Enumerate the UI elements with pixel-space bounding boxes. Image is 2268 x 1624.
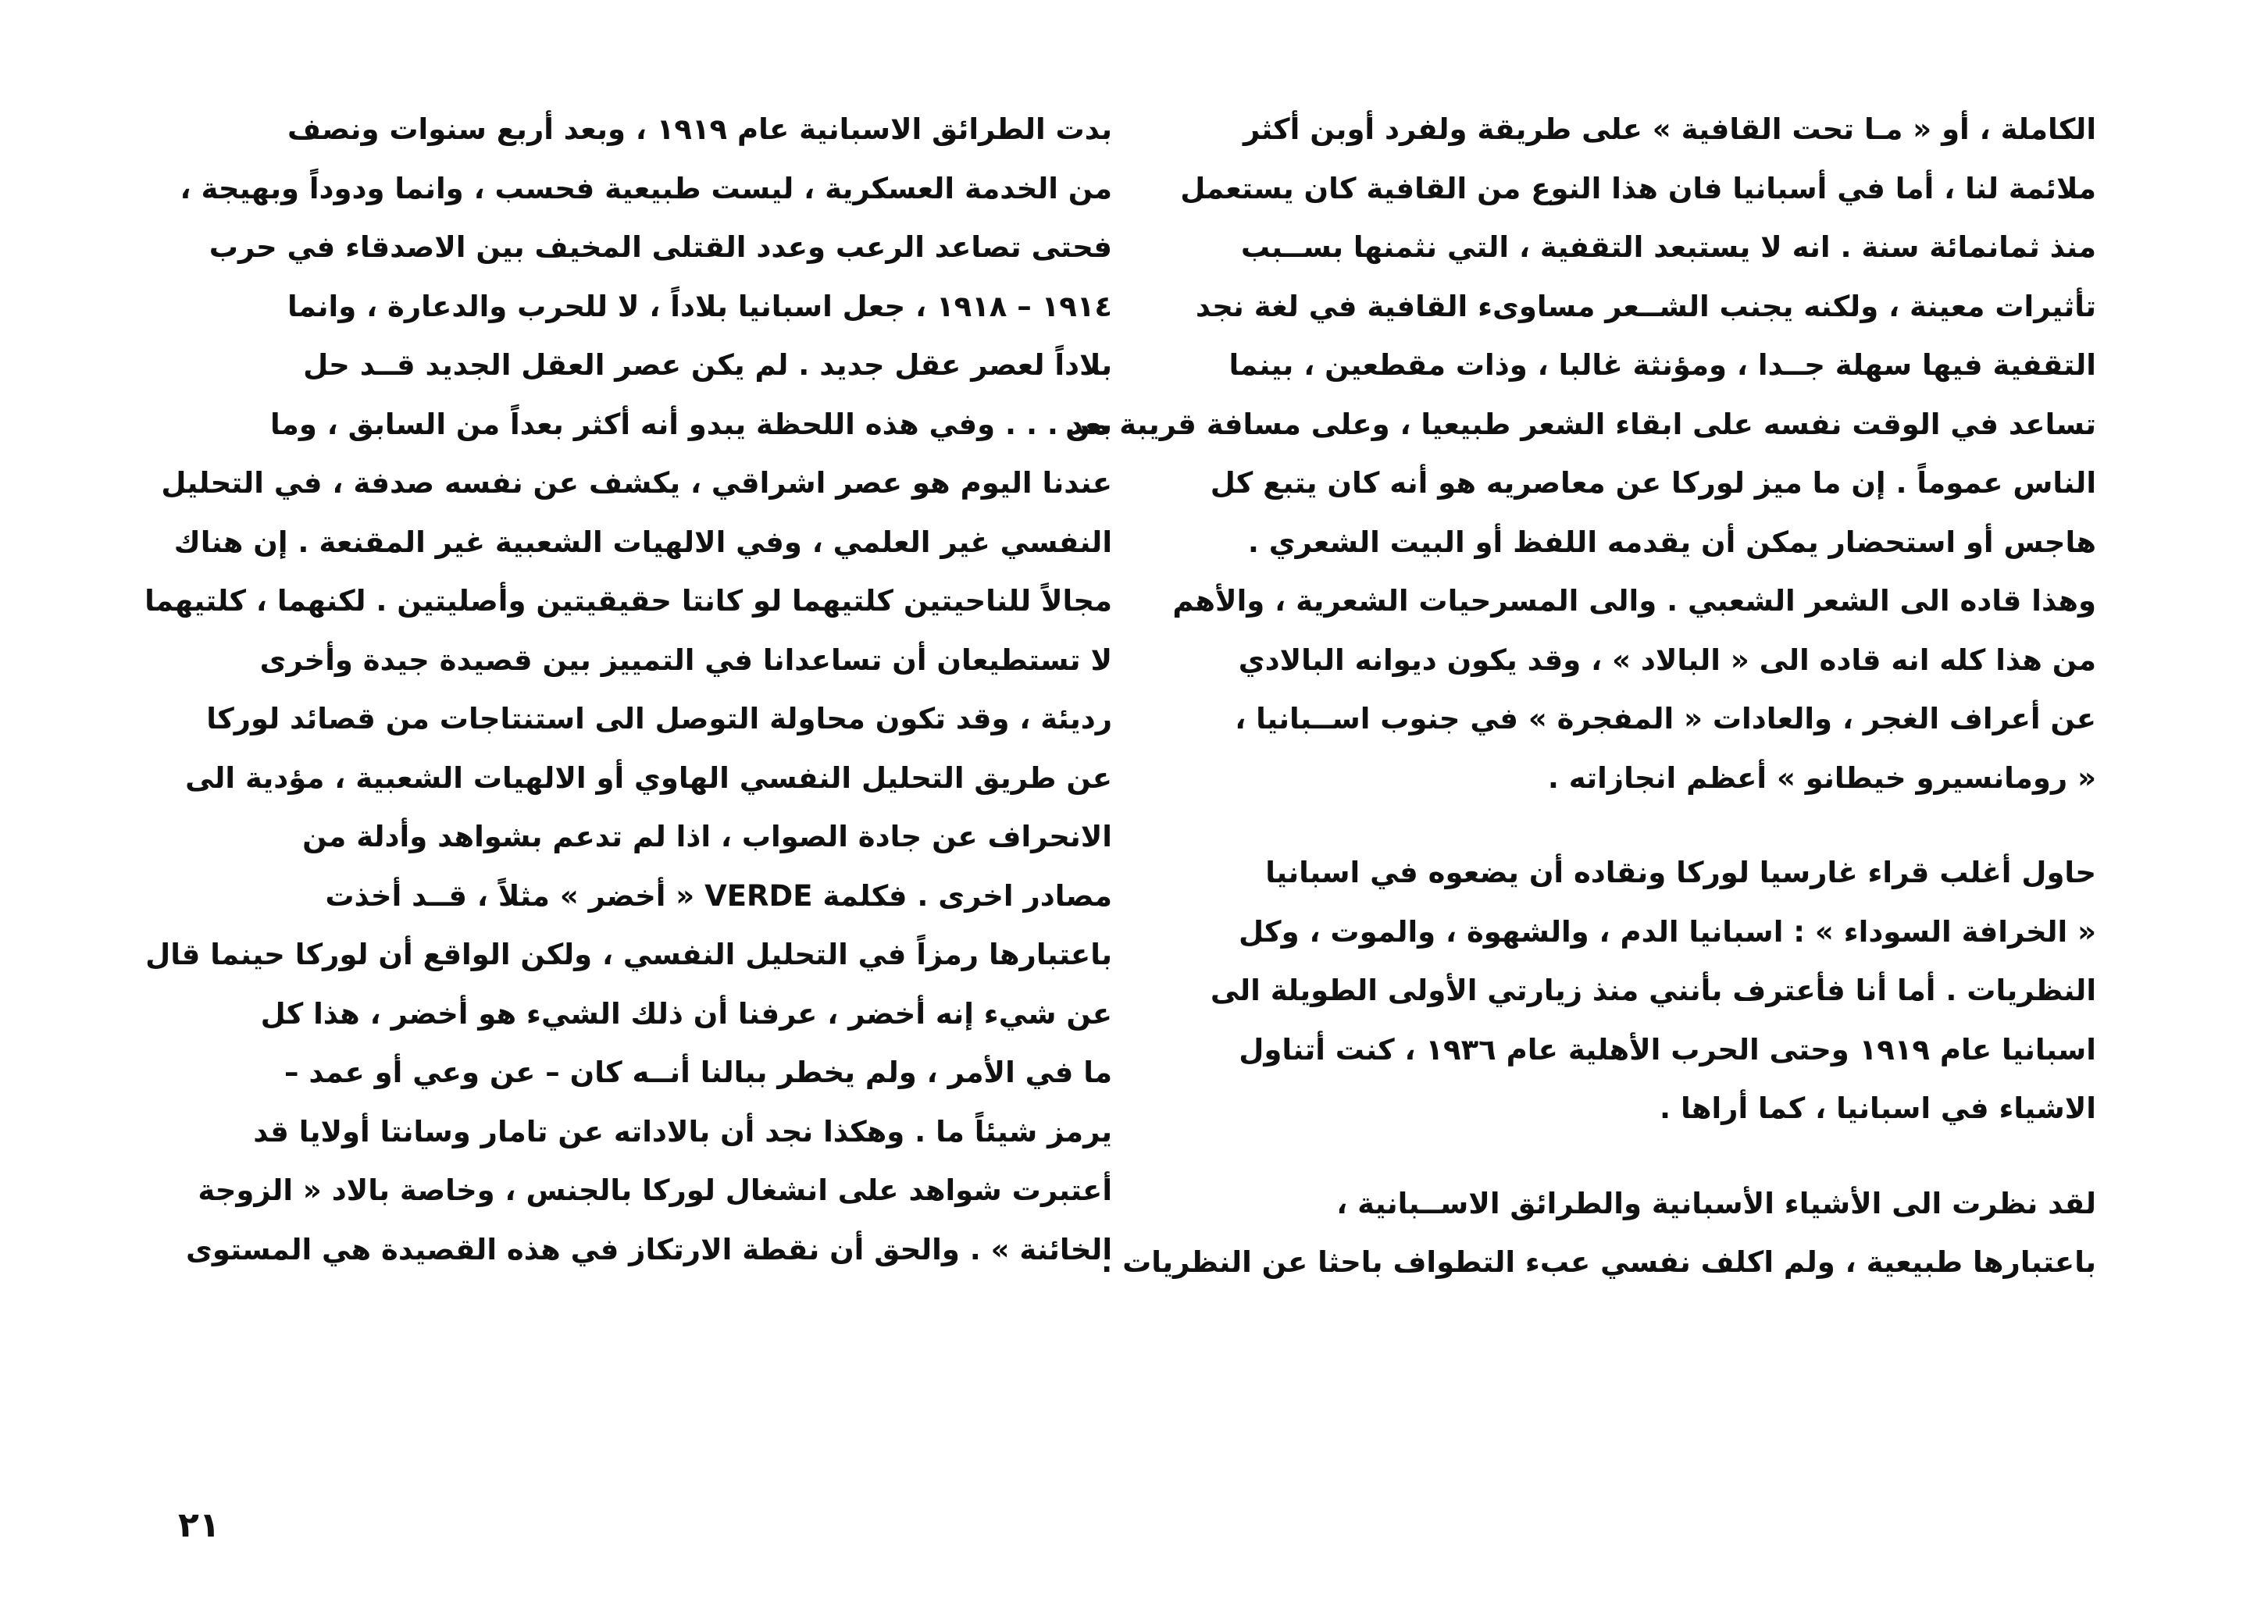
text-line: لا تستطيعان أن تساعدانا في التمييز بين قصيدة جيدة وأخرى xyxy=(259,643,1112,677)
text-line: مصادر اخرى . فكلمة VERDE « أخضر » مثلاً ، قــد أخذت xyxy=(325,878,1112,913)
page-number: ٢١ xyxy=(178,1505,220,1545)
text-line: باعتبارها رمزاً في التحليل النفسي ، ولكن الواقع أن لوركا حينما قال xyxy=(145,938,1112,971)
text-line: عن شيء إنه أخضر ، عرفنا أن ذلك الشيء هو أخضر ، هذا كل xyxy=(260,996,1112,1031)
text-line: بلاداً لعصر عقل جديد . لم يكن عصر العقل الجديد قــد حل xyxy=(303,348,1112,382)
text-line: تساعد في الوقت نفسه على ابقاء الشعر طبيعيا ، وعلى مسافة قريبة من xyxy=(1065,407,2096,441)
text-line: من هذا كله انه قاده الى « البالاد » ، وقد يكون ديوانه البالادي xyxy=(1238,643,2096,677)
text-line: النظريات . أما أنا فأعترف بأنني منذ زيارتي الأولى الطويلة الى xyxy=(1210,974,2096,1007)
text-line: أعتبرت شواهد على انشغال لوركا بالجنس ، وخاصة بالاد « الزوجة xyxy=(198,1173,1112,1207)
text-line: اسبانيا عام ١٩١٩ وحتى الحرب الأهلية عام ١٩٣٦ ، كنت أتناول xyxy=(1239,1032,2096,1067)
text-line: مجالاً للناحيتين كلتيهما لو كانتا حقيقيتين وأصليتين . لكنهما ، كلتيهما xyxy=(144,584,1112,618)
paragraph xyxy=(1196,843,2096,1138)
text-line: ملائمة لنا ، أما في أسبانيا فان هذا النوع من القافية كان يستعمل xyxy=(1180,171,2096,205)
text-line: يرمز شيئاً ما . وهكذا نجد أن بالاداته عن تامار وسانتا أولايا قد xyxy=(253,1114,1112,1149)
text-line: « الخرافة السوداء » : اسبانيا الدم ، والشهوة ، والموت ، وكل xyxy=(1239,914,2096,949)
paragraph xyxy=(1101,1174,2096,1292)
left-text-column xyxy=(144,100,1112,1279)
text-line: لقد نظرت الى الأشياء الأسبانية والطرائق الاســبانية ، xyxy=(1336,1186,2096,1220)
text-line: ما في الأمر ، ولم يخطر ببالنا أنــه كان – عن وعي أو عمد – xyxy=(284,1056,1112,1089)
text-line: التقفية فيها سهلة جــدا ، ومؤنثة غالبا ، وذات مقطعين ، بينما xyxy=(1228,348,2096,382)
text-line: منذ ثمانمائة سنة . انه لا يستبعد التقفية ، التي نثمنها بســبب xyxy=(1240,230,2096,264)
text-line: بدت الطرائق الاسبانية عام ١٩١٩ ، وبعد أربع سنوات ونصف xyxy=(287,112,1112,146)
text-line: الناس عموماً . إن ما ميز لوركا عن معاصريه هو أنه كان يتبع كل xyxy=(1210,466,2096,500)
text-line: رديئة ، وقد تكون محاولة التوصل الى استنتاجات من قصائد لوركا xyxy=(206,702,1112,735)
text-line: الخائنة » . والحق أن نقطة الارتكاز في هذه القصيدة هي المستوى xyxy=(185,1232,1112,1266)
text-line: عن أعراف الغجر ، والعادات « المفجرة » في جنوب اســبانيا ، xyxy=(1235,702,2096,735)
text-line: فحتى تصاعد الرعب وعدد القتلى المخيف بين الاصدقاء في حرب xyxy=(209,230,1112,264)
text-line: الكاملة ، أو « مـا تحت القافية » على طريقة ولفرد أوبن أكثر xyxy=(1243,112,2096,146)
text-line: حاول أغلب قراء غارسيا لوركا ونقاده أن يضعوه في اسبانيا xyxy=(1265,856,2096,889)
text-line: « رومانسيرو خيطانو » أعظم انجازاته . xyxy=(1547,760,2096,795)
text-line: ١٩١٤ – ١٩١٨ ، جعل اسبانيا بلاداً ، لا للحرب والدعارة ، وانما xyxy=(287,289,1112,323)
text-line: عندنا اليوم هو عصر اشراقي ، يكشف عن نفسه صدفة ، في التحليل xyxy=(161,466,1112,500)
paragraph xyxy=(1065,100,2096,807)
text-line: النفسي غير العلمي ، وفي الالهيات الشعبية غير المقنعة . إن هناك xyxy=(173,525,1112,559)
text-line: تأثيرات معينة ، ولكنه يجنب الشــعر مساوىء القافية في لغة نجد xyxy=(1195,289,2096,323)
text-line: بعد . . . وفي هذه اللحظة يبدو أنه أكثر بعداً من السابق ، وما xyxy=(270,407,1112,441)
text-line: وهذا قاده الى الشعر الشعبي . والى المسرحيات الشعرية ، والأهم xyxy=(1172,584,2096,618)
text-line: عن طريق التحليل النفسي الهاوي أو الالهيات الشعبية ، مؤدية الى xyxy=(185,760,1112,795)
text-line: الاشياء في اسبانيا ، كما أراها . xyxy=(1660,1092,2096,1125)
right-text-column xyxy=(1065,100,2096,1292)
text-line: الانحراف عن جادة الصواب ، اذا لم تدعم بشواهد وأدلة من xyxy=(302,820,1112,853)
text-line: من الخدمة العسكرية ، ليست طبيعية فحسب ، وانما ودوداً وبهيجة ، xyxy=(180,171,1112,205)
text-line: باعتبارها طبيعية ، ولم اكلف نفسي عبء التطواف باحثا عن النظريات . xyxy=(1101,1245,2096,1279)
text-line: هاجس أو استحضار يمكن أن يقدمه اللفظ أو البيت الشعري . xyxy=(1247,525,2096,559)
paragraph xyxy=(144,100,1112,1279)
